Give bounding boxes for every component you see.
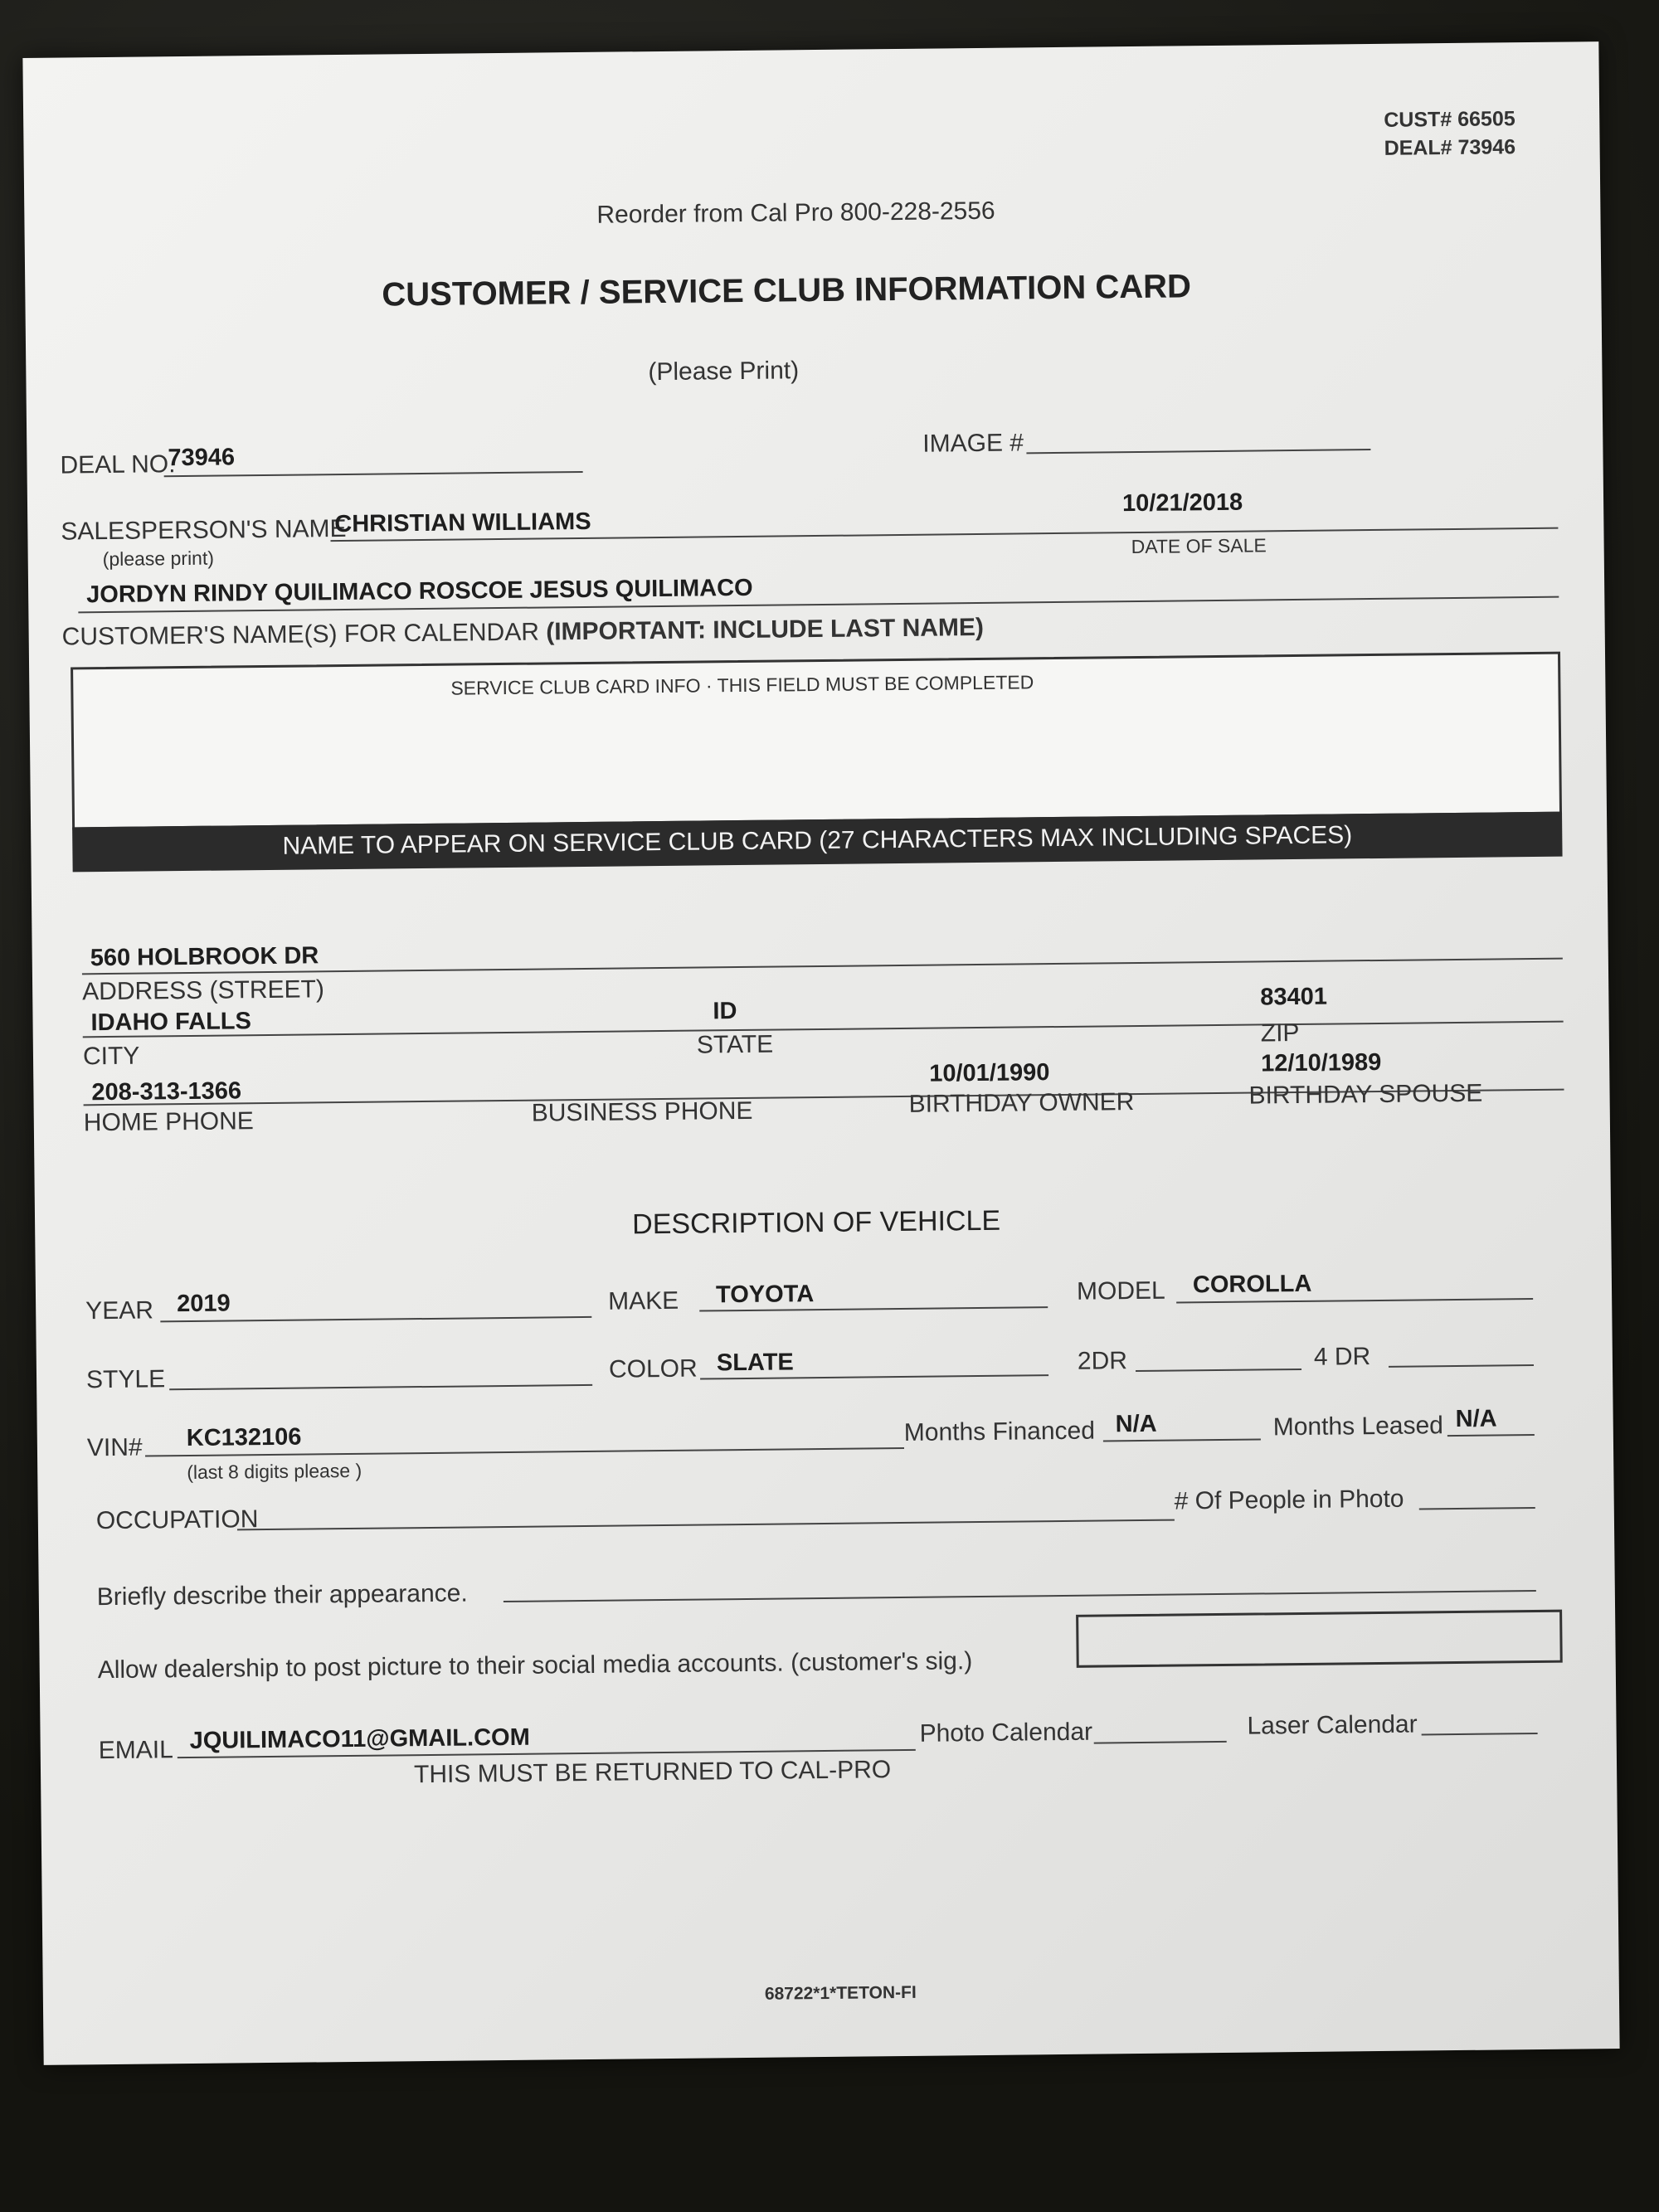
months-financed-value[interactable]: N/A xyxy=(1115,1410,1157,1438)
image-line[interactable] xyxy=(1026,449,1370,454)
salesperson-value[interactable]: CHRISTIAN WILLIAMS xyxy=(334,508,591,538)
laser-calendar-label: Laser Calendar xyxy=(1247,1710,1418,1740)
deal-no-line xyxy=(164,471,583,477)
please-print-note: (Please Print) xyxy=(648,357,800,386)
people-in-photo-line[interactable] xyxy=(1419,1507,1535,1510)
year-value[interactable]: 2019 xyxy=(176,1290,231,1318)
make-value[interactable]: TOYOTA xyxy=(715,1281,815,1309)
photo-calendar-line[interactable] xyxy=(1094,1741,1227,1744)
photo-calendar-label: Photo Calendar xyxy=(919,1718,1093,1748)
social-signature-box[interactable] xyxy=(1076,1610,1563,1668)
social-consent-label: Allow dealership to post picture to their social media accounts. (customer's sig.) xyxy=(97,1647,973,1685)
zip-label: ZIP xyxy=(1260,1018,1300,1048)
customer-names-label-text: CUSTOMER'S NAME(S) FOR CALENDAR xyxy=(61,618,540,651)
cust-number: CUST# 66505 xyxy=(1384,107,1515,132)
home-phone-label: HOME PHONE xyxy=(83,1107,255,1137)
model-label: MODEL xyxy=(1076,1276,1165,1305)
email-value[interactable]: JQUILIMACO11@GMAIL.COM xyxy=(189,1723,530,1755)
deal-no-value[interactable]: 73946 xyxy=(168,444,236,472)
image-label: IMAGE # xyxy=(922,429,1024,458)
city-label: CITY xyxy=(82,1042,140,1071)
state-label: STATE xyxy=(696,1030,774,1059)
address-value[interactable]: 560 HOLBROOK DR xyxy=(90,942,319,972)
service-club-box-title: SERVICE CLUB CARD INFO · THIS FIELD MUST BE COMPLETED xyxy=(450,671,1034,699)
four-door-line[interactable] xyxy=(1389,1364,1534,1368)
city-value[interactable]: IDAHO FALLS xyxy=(90,1008,252,1037)
service-club-name-bar: NAME TO APPEAR ON SERVICE CLUB CARD (27 CHARACTERS MAX INCLUDING SPACES) xyxy=(72,812,1562,873)
state-value[interactable]: ID xyxy=(713,998,737,1025)
footer-code: 68722*1*TETON-FI xyxy=(764,1982,917,2004)
return-note: THIS MUST BE RETURNED TO CAL-PRO xyxy=(413,1756,892,1789)
people-in-photo-label: # Of People in Photo xyxy=(1174,1485,1404,1515)
style-label: STYLE xyxy=(85,1365,166,1394)
birthday-spouse-label: BIRTHDAY SPOUSE xyxy=(1248,1079,1483,1110)
customer-names-value[interactable]: JORDYN RINDY QUILIMACO ROSCOE JESUS QUILIMACO xyxy=(85,574,753,609)
vin-sub: (last 8 digits please ) xyxy=(187,1459,362,1484)
address-label: ADDRESS (STREET) xyxy=(82,975,325,1006)
appearance-label: Briefly describe their appearance. xyxy=(96,1579,468,1612)
form-title: CUSTOMER / SERVICE CLUB INFORMATION CARD xyxy=(382,268,1192,314)
four-door-label: 4 DR xyxy=(1313,1343,1371,1371)
form-paper xyxy=(22,41,1619,2065)
months-leased-label: Months Leased xyxy=(1272,1412,1444,1441)
occupation-line[interactable] xyxy=(237,1519,1175,1531)
home-phone-value[interactable]: 208-313-1366 xyxy=(91,1077,242,1106)
vin-label: VIN# xyxy=(86,1433,143,1462)
vehicle-heading: DESCRIPTION OF VEHICLE xyxy=(631,1204,1001,1241)
reorder-note: Reorder from Cal Pro 800-228-2556 xyxy=(596,197,995,229)
months-leased-line xyxy=(1447,1434,1535,1437)
appearance-line[interactable] xyxy=(504,1590,1536,1602)
city-state-zip-line xyxy=(83,1021,1564,1038)
months-financed-label: Months Financed xyxy=(903,1417,1096,1446)
customer-names-label-bold: (IMPORTANT: INCLUDE LAST NAME) xyxy=(546,613,985,646)
occupation-label: OCCUPATION xyxy=(95,1505,259,1535)
two-door-line[interactable] xyxy=(1136,1369,1301,1372)
email-label: EMAIL xyxy=(98,1736,173,1765)
salesperson-sub: (please print) xyxy=(102,547,215,571)
months-leased-value[interactable]: N/A xyxy=(1455,1405,1497,1433)
deal-number-header: DEAL# 73946 xyxy=(1384,135,1516,160)
two-door-label: 2DR xyxy=(1077,1347,1128,1375)
months-financed-line xyxy=(1103,1438,1261,1441)
color-label: COLOR xyxy=(608,1354,698,1383)
birthday-spouse-value[interactable]: 12/10/1989 xyxy=(1260,1048,1382,1077)
style-line[interactable] xyxy=(169,1384,592,1390)
date-of-sale-label: DATE OF SALE xyxy=(1131,534,1267,558)
zip-value[interactable]: 83401 xyxy=(1260,983,1328,1011)
date-of-sale-value[interactable]: 10/21/2018 xyxy=(1121,489,1243,518)
laser-calendar-line[interactable] xyxy=(1422,1733,1538,1735)
color-value[interactable]: SLATE xyxy=(716,1349,794,1377)
birthday-owner-value[interactable]: 10/01/1990 xyxy=(929,1059,1050,1087)
deal-no-label: DEAL NO. xyxy=(60,450,176,479)
service-club-box[interactable] xyxy=(71,652,1562,830)
customer-names-label xyxy=(62,614,985,652)
make-label: MAKE xyxy=(607,1286,679,1315)
birthday-owner-label: BIRTHDAY OWNER xyxy=(908,1088,1135,1118)
year-label: YEAR xyxy=(85,1296,154,1325)
model-value[interactable]: COROLLA xyxy=(1192,1270,1312,1299)
vin-value[interactable]: KC132106 xyxy=(186,1423,302,1452)
business-phone-label: BUSINESS PHONE xyxy=(531,1096,753,1127)
model-line xyxy=(1176,1298,1533,1304)
salesperson-label: SALESPERSON'S NAME xyxy=(61,514,347,546)
